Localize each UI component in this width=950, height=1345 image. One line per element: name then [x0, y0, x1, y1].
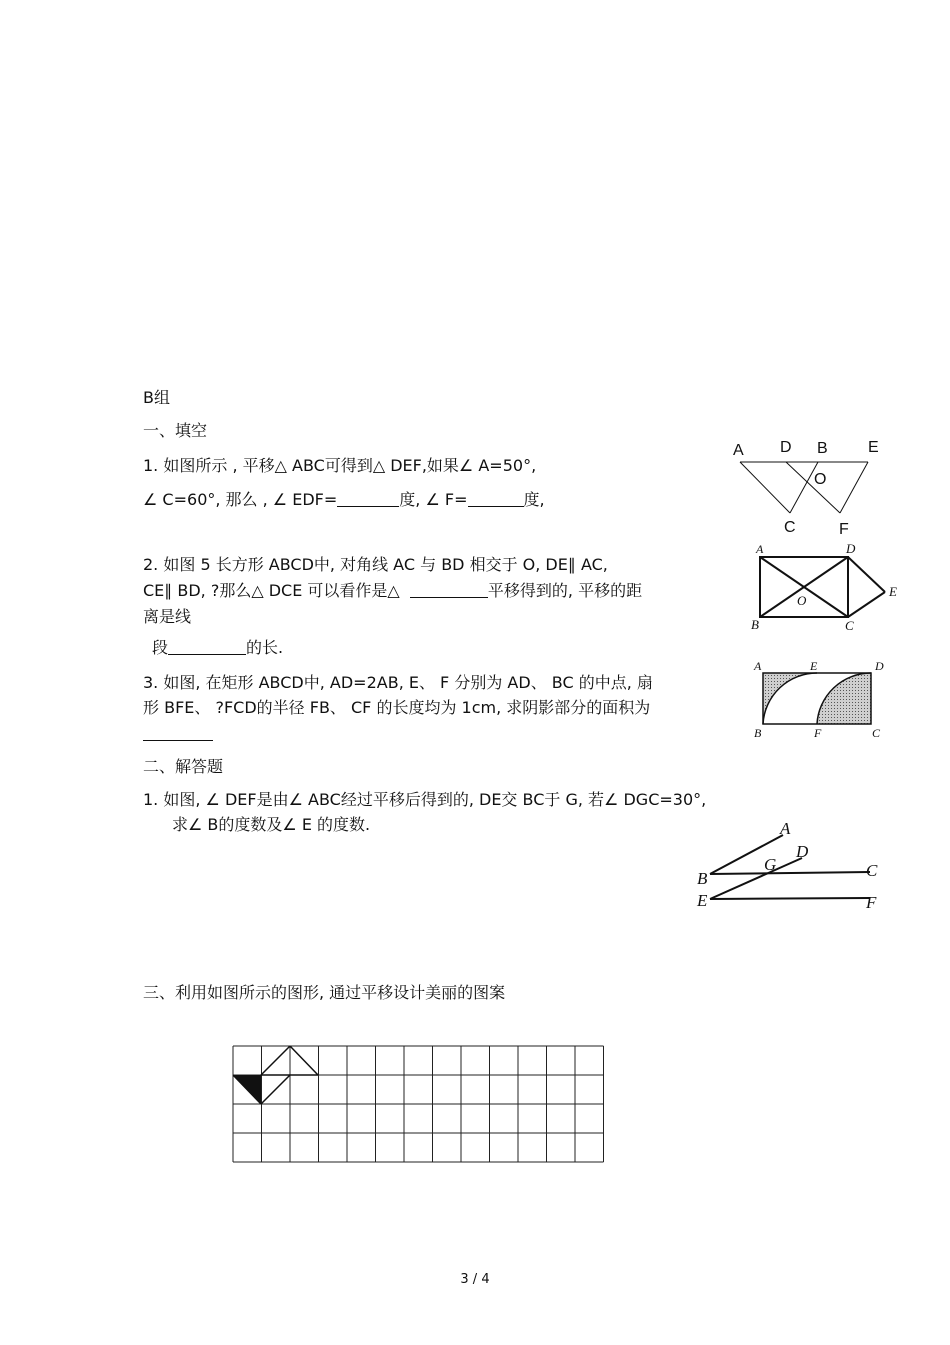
- figure-translated-angle: [690, 815, 890, 915]
- q2-line4: [152, 638, 283, 658]
- label-d: D: [846, 541, 856, 556]
- q1-line1: 1. 如图所示 , 平移△ ABC可得到△ DEF,如果∠ A=50°,: [143, 456, 537, 475]
- label-o: O: [814, 471, 827, 488]
- q2-text-c: 段: [152, 638, 169, 657]
- label-d: D: [875, 659, 884, 673]
- label-a: A: [733, 442, 744, 459]
- section2-title: 二、解答题: [143, 757, 224, 776]
- s2-q1-line1: 1. 如图, ∠ DEF是由∠ ABC经过平移后得到的, DE交 BC于 G, 若∠ DGC=30°,: [143, 790, 707, 809]
- label-c: C: [872, 726, 881, 740]
- q2-line1: 2. 如图 5 长方形 ABCD中, 对角线 AC 与 BD 相交于 O, DE∥ AC,: [143, 555, 608, 574]
- q2-line3: 离是线: [143, 607, 192, 626]
- figure-shaded-sectors: [748, 655, 890, 739]
- label-e: E: [697, 891, 708, 910]
- q3-line3: [143, 724, 213, 744]
- answer-blank[interactable]: [143, 724, 213, 741]
- label-o: O: [797, 593, 807, 608]
- figure-translated-triangles: [725, 432, 890, 540]
- label-c: C: [784, 519, 796, 536]
- answer-blank[interactable]: [410, 581, 488, 598]
- label-c: C: [845, 618, 854, 633]
- q1-text-a: ∠ C=60°, 那么 , ∠ EDF=: [143, 490, 338, 509]
- q2-text-d: 的长.: [246, 638, 284, 657]
- figure-design-grid: [225, 1035, 615, 1170]
- q1-line2: [143, 490, 545, 510]
- label-b: B: [697, 869, 708, 888]
- answer-blank[interactable]: [168, 638, 246, 655]
- answer-blank[interactable]: [337, 490, 399, 507]
- label-b: B: [751, 617, 759, 632]
- page-number: 3 / 4: [460, 1272, 490, 1287]
- q1-text-b: 度, ∠ F=: [399, 490, 468, 509]
- q3-line1: 3. 如图, 在矩形 ABCD中, AD=2AB, E、 F 分别为 AD、 BC 的中点, 扇: [143, 673, 653, 692]
- label-d: D: [780, 439, 792, 456]
- label-a: A: [754, 659, 762, 673]
- label-c: C: [866, 861, 878, 880]
- q1-text-c: 度,: [523, 490, 545, 509]
- q3-line2: 形 BFE、 ?FCD的半径 FB、 CF 的长度均为 1cm, 求阴影部分的面积为: [143, 698, 651, 717]
- label-d: D: [796, 842, 809, 861]
- label-a: A: [756, 542, 764, 556]
- answer-blank[interactable]: [468, 490, 524, 507]
- label-b: B: [817, 440, 828, 457]
- label-b: B: [754, 726, 762, 740]
- section3-title: 三、利用如图所示的图形, 通过平移设计美丽的图案: [143, 983, 506, 1002]
- label-f: F: [839, 521, 849, 538]
- figure-rectangle-diagonals: [748, 540, 906, 632]
- q2-text-a: CE∥ BD, ?那么△ DCE 可以看作是△: [143, 581, 400, 600]
- s2-q1-line2: 求∠ B的度数及∠ E 的度数.: [172, 815, 371, 834]
- q2-text-b: 平移得到的, 平移的距: [487, 581, 643, 600]
- label-e: E: [810, 659, 818, 673]
- label-e: E: [889, 584, 897, 599]
- label-f: F: [814, 726, 822, 740]
- label-f: F: [866, 893, 877, 912]
- section1-title: 一、填空: [143, 421, 208, 440]
- label-e: E: [868, 439, 879, 456]
- group-title: B组: [143, 388, 170, 407]
- label-g: G: [764, 855, 777, 874]
- label-a: A: [780, 819, 791, 838]
- q2-line2: [143, 581, 642, 601]
